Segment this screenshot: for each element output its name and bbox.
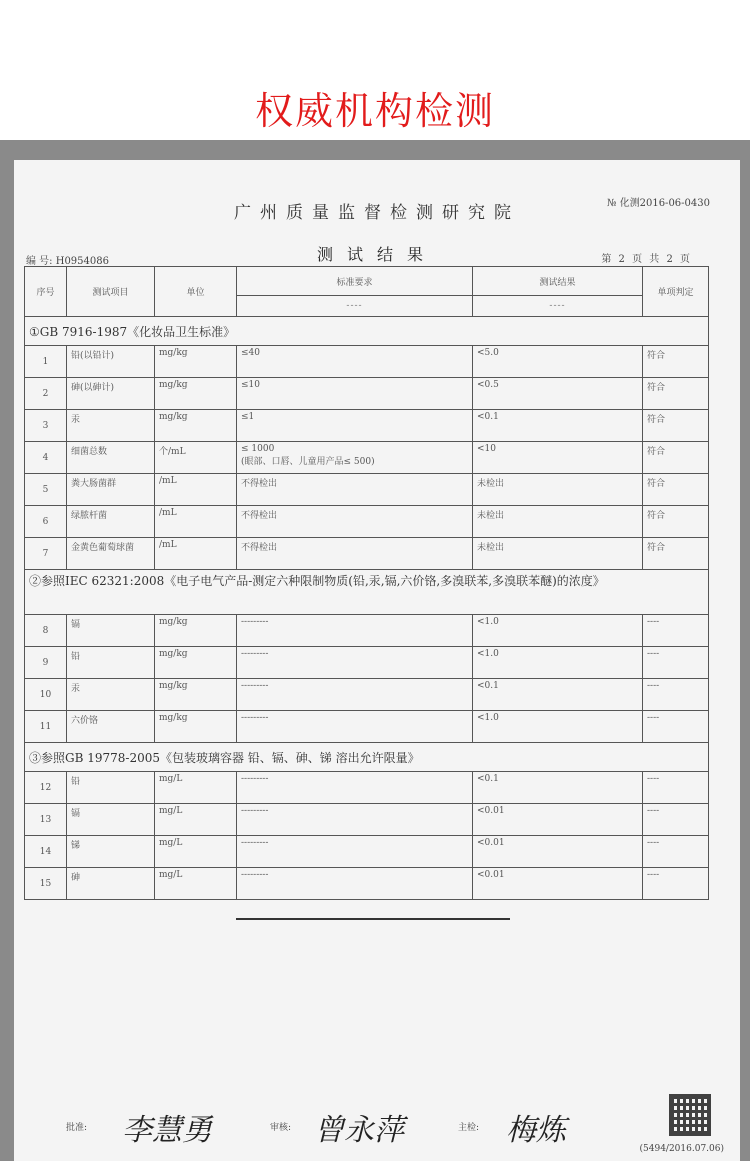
cell-standard-note: (眼部、口唇、儿童用产品≤ 500)	[241, 457, 375, 467]
review-label: 审核:	[270, 1123, 292, 1133]
cell-item-text: 锑	[71, 841, 81, 851]
cell-item	[67, 506, 155, 538]
cell-seq-text: 14	[39, 846, 52, 857]
cell-unit	[155, 836, 237, 868]
cell-judgment	[643, 538, 709, 570]
banner-title: 权威机构检测	[254, 89, 495, 133]
cell-standard	[237, 538, 473, 570]
cell-result	[473, 772, 643, 804]
cell-standard-text: ---------	[241, 681, 269, 691]
cell-result	[473, 378, 643, 410]
cell-result-text: <1.0	[477, 649, 499, 659]
cell-standard	[237, 442, 473, 474]
cell-seq-text: 11	[39, 721, 52, 732]
cell-standard	[237, 615, 473, 647]
cell-result-text: 未检出	[477, 511, 505, 521]
cell-result	[473, 679, 643, 711]
end-separator-line	[236, 918, 510, 920]
cell-standard	[237, 647, 473, 679]
cell-unit-text: mg/kg	[159, 713, 188, 723]
cell-standard	[237, 378, 473, 410]
cell-item-text: 汞	[71, 415, 81, 425]
qr-code	[669, 1094, 711, 1136]
table-row	[25, 647, 709, 679]
cell-item-text: 六价铬	[71, 716, 99, 726]
cell-judgment-text: ----	[647, 774, 660, 784]
cell-result-text: <0.1	[477, 681, 499, 691]
document-number: № 化测2016-06-0430	[606, 198, 710, 209]
result-dash: ----	[473, 296, 643, 317]
cell-unit	[155, 474, 237, 506]
cell-result-text: 未检出	[477, 543, 505, 553]
cell-result	[473, 804, 643, 836]
table-row	[25, 615, 709, 647]
cell-unit-text: mg/L	[159, 870, 183, 880]
cell-standard	[237, 772, 473, 804]
review-signature: 曾永萍	[314, 1113, 404, 1148]
cell-result-text: <0.01	[477, 806, 505, 816]
table-row	[25, 378, 709, 410]
cell-item	[67, 410, 155, 442]
cell-seq	[25, 442, 67, 474]
cell-unit-text: mg/kg	[159, 617, 188, 627]
cell-standard-text: ≤40	[241, 348, 260, 358]
cell-seq	[25, 378, 67, 410]
cell-judgment	[643, 836, 709, 868]
cell-unit	[155, 679, 237, 711]
cell-judgment-text: 符合	[647, 447, 666, 457]
header-seq: 序号	[25, 267, 67, 317]
header-item: 测试项目	[67, 267, 155, 317]
cell-standard-text: 不得检出	[241, 511, 278, 521]
cell-seq	[25, 804, 67, 836]
cell-item	[67, 679, 155, 711]
cell-standard	[237, 836, 473, 868]
cell-standard-text: 不得检出	[241, 479, 278, 489]
cell-result	[473, 711, 643, 743]
cell-judgment-text: ----	[647, 681, 660, 691]
cell-seq	[25, 615, 67, 647]
cell-standard	[237, 506, 473, 538]
cell-standard-text: ---------	[241, 806, 269, 816]
cell-judgment-text: 符合	[647, 479, 666, 489]
results-table	[24, 266, 709, 900]
cell-unit-text: /mL	[159, 476, 177, 486]
header-judgment: 单项判定	[643, 267, 709, 317]
cell-result	[473, 506, 643, 538]
report-title: 测试结果	[316, 245, 437, 264]
cell-standard	[237, 868, 473, 900]
cell-result-text: <5.0	[477, 348, 499, 358]
table-row	[25, 346, 709, 378]
report-document	[14, 160, 740, 1161]
cell-result	[473, 474, 643, 506]
cell-result-text: <0.1	[477, 412, 499, 422]
cell-standard-text: ---------	[241, 870, 269, 880]
cell-item	[67, 474, 155, 506]
cell-unit	[155, 378, 237, 410]
cell-standard-text: ---------	[241, 774, 269, 784]
cell-unit-text: mg/kg	[159, 348, 188, 358]
cell-unit-text: mg/kg	[159, 380, 188, 390]
cell-standard-text: ≤ 1000	[241, 444, 275, 454]
cell-seq	[25, 679, 67, 711]
cell-unit-text: /mL	[159, 508, 177, 518]
section-title: ②参照IEC 62321:2008《电子电气产品-测定六种限制物质(铅,汞,镉,六价铬,多溴联苯,多溴联苯醚)的浓度》	[25, 570, 709, 615]
cell-unit-text: mg/L	[159, 774, 183, 784]
cell-seq-text: 13	[39, 814, 52, 825]
cell-seq-text: 15	[39, 878, 52, 889]
approve-label: 批准:	[66, 1123, 88, 1133]
cell-unit	[155, 538, 237, 570]
cell-unit-text: mg/kg	[159, 681, 188, 691]
cell-seq	[25, 711, 67, 743]
section-title: ①GB 7916-1987《化妆品卫生标准》	[25, 317, 709, 346]
cell-judgment	[643, 506, 709, 538]
cell-unit	[155, 804, 237, 836]
cell-unit-text: 个/mL	[159, 447, 186, 457]
header-unit: 单位	[155, 267, 237, 317]
cell-result-text: <0.1	[477, 774, 499, 784]
table-row	[25, 442, 709, 474]
cell-judgment-text: ----	[647, 617, 660, 627]
cell-result-text: <1.0	[477, 617, 499, 627]
cell-seq	[25, 474, 67, 506]
cell-unit-text: mg/L	[159, 838, 183, 848]
cell-seq-text: 6	[42, 516, 49, 527]
cell-unit	[155, 506, 237, 538]
cell-judgment-text: ----	[647, 713, 660, 723]
cell-result	[473, 615, 643, 647]
cell-judgment	[643, 679, 709, 711]
cell-judgment-text: ----	[647, 870, 660, 880]
cell-judgment	[643, 647, 709, 679]
cell-item	[67, 804, 155, 836]
cell-unit-text: mg/L	[159, 806, 183, 816]
cell-item	[67, 836, 155, 868]
cell-seq-text: 5	[42, 484, 49, 495]
cell-item	[67, 442, 155, 474]
cell-result	[473, 538, 643, 570]
cell-judgment	[643, 474, 709, 506]
cell-unit	[155, 346, 237, 378]
cell-result-text: <0.01	[477, 870, 505, 880]
table-row	[25, 474, 709, 506]
cell-result	[473, 442, 643, 474]
cell-seq-text: 9	[42, 657, 49, 668]
cell-result	[473, 836, 643, 868]
approve-signature: 李慧勇	[122, 1113, 212, 1148]
cell-judgment	[643, 615, 709, 647]
cell-judgment	[643, 410, 709, 442]
cell-unit	[155, 442, 237, 474]
cell-item	[67, 615, 155, 647]
cell-judgment-text: 符合	[647, 543, 666, 553]
standard-dash: ----	[237, 296, 473, 317]
cell-seq	[25, 836, 67, 868]
cell-result	[473, 410, 643, 442]
cell-item-text: 砷	[71, 873, 81, 883]
cell-judgment	[643, 804, 709, 836]
inspect-label: 主检:	[458, 1123, 480, 1133]
table-row	[25, 506, 709, 538]
cell-seq	[25, 772, 67, 804]
cell-item-text: 绿脓杆菌	[71, 511, 108, 521]
cell-judgment-text: 符合	[647, 415, 666, 425]
cell-seq-text: 8	[42, 625, 49, 636]
cell-item	[67, 868, 155, 900]
cell-item-text: 细菌总数	[71, 447, 108, 457]
table-header-row	[25, 267, 709, 296]
table-row	[25, 410, 709, 442]
header-standard: 标准要求	[237, 267, 473, 296]
cell-judgment	[643, 378, 709, 410]
cell-result-text: <0.01	[477, 838, 505, 848]
section-title: ③参照GB 19778-2005《包装玻璃容器 铅、镉、砷、锑 溶出允许限量》	[25, 743, 709, 772]
table-row	[25, 836, 709, 868]
cell-item-text: 铅	[71, 777, 81, 787]
cell-seq	[25, 538, 67, 570]
cell-seq	[25, 410, 67, 442]
report-number: 编 号: H0954086	[26, 256, 109, 267]
cell-judgment	[643, 442, 709, 474]
table-row	[25, 772, 709, 804]
cell-item-text: 铅	[71, 652, 81, 662]
cell-result-text: 未检出	[477, 479, 505, 489]
cell-seq-text: 4	[42, 452, 49, 463]
table-row	[25, 804, 709, 836]
table-row	[25, 538, 709, 570]
cell-item	[67, 711, 155, 743]
cell-item	[67, 538, 155, 570]
cell-seq-text: 10	[39, 689, 52, 700]
cell-judgment	[643, 772, 709, 804]
page-info: 第 2 页 共 2 页	[601, 254, 692, 265]
cell-seq	[25, 346, 67, 378]
cell-seq-text: 7	[42, 548, 49, 559]
cell-judgment	[643, 346, 709, 378]
cell-unit-text: mg/kg	[159, 412, 188, 422]
cell-unit	[155, 868, 237, 900]
cell-item	[67, 647, 155, 679]
cell-item-text: 镉	[71, 809, 81, 819]
cell-result	[473, 647, 643, 679]
cell-standard-text: ≤1	[241, 412, 255, 422]
cell-unit	[155, 410, 237, 442]
cell-standard-text: ≤10	[241, 380, 260, 390]
cell-result	[473, 346, 643, 378]
cell-seq	[25, 506, 67, 538]
cell-standard-text: ---------	[241, 713, 269, 723]
cell-item-text: 铅(以铅计)	[71, 351, 115, 361]
table-row	[25, 679, 709, 711]
table-row	[25, 868, 709, 900]
cell-unit	[155, 772, 237, 804]
cell-seq-text: 2	[42, 388, 49, 399]
cell-judgment	[643, 711, 709, 743]
cell-seq-text: 1	[42, 356, 49, 367]
cell-unit-text: /mL	[159, 540, 177, 550]
cell-standard-text: ---------	[241, 617, 269, 627]
cell-seq	[25, 647, 67, 679]
inspect-signature: 梅炼	[506, 1113, 566, 1148]
header-result: 测试结果	[473, 267, 643, 296]
cell-item	[67, 346, 155, 378]
cell-standard-text: ---------	[241, 838, 269, 848]
cell-judgment-text: 符合	[647, 511, 666, 521]
institute-name: 广州质量监督检测研究院	[234, 203, 520, 223]
footer-code: (5494/2016.07.06)	[639, 1144, 724, 1154]
cell-result-text: <10	[477, 444, 496, 454]
cell-item	[67, 772, 155, 804]
cell-standard	[237, 346, 473, 378]
cell-standard	[237, 679, 473, 711]
cell-standard	[237, 711, 473, 743]
cell-unit-text: mg/kg	[159, 649, 188, 659]
cell-judgment-text: ----	[647, 806, 660, 816]
cell-judgment-text: 符合	[647, 383, 666, 393]
cell-judgment-text: ----	[647, 838, 660, 848]
cell-item	[67, 378, 155, 410]
cell-standard	[237, 804, 473, 836]
cell-judgment	[643, 868, 709, 900]
cell-seq	[25, 868, 67, 900]
section-row	[25, 570, 709, 615]
cell-standard-text: 不得检出	[241, 543, 278, 553]
cell-item-text: 粪大肠菌群	[71, 479, 117, 489]
cell-item-text: 汞	[71, 684, 81, 694]
cell-result-text: <0.5	[477, 380, 499, 390]
cell-unit	[155, 615, 237, 647]
cell-item-text: 砷(以砷计)	[71, 383, 115, 393]
cell-item-text: 金黄色葡萄球菌	[71, 543, 135, 553]
cell-seq-text: 3	[42, 420, 49, 431]
cell-unit	[155, 711, 237, 743]
cell-result	[473, 868, 643, 900]
table-row	[25, 711, 709, 743]
section-row	[25, 317, 709, 346]
cell-standard-text: ---------	[241, 649, 269, 659]
cell-item-text: 镉	[71, 620, 81, 630]
cell-unit	[155, 647, 237, 679]
section-row	[25, 743, 709, 772]
cell-standard	[237, 410, 473, 442]
cell-standard	[237, 474, 473, 506]
cell-judgment-text: ----	[647, 649, 660, 659]
cell-judgment-text: 符合	[647, 351, 666, 361]
cell-seq-text: 12	[39, 782, 52, 793]
cell-result-text: <1.0	[477, 713, 499, 723]
